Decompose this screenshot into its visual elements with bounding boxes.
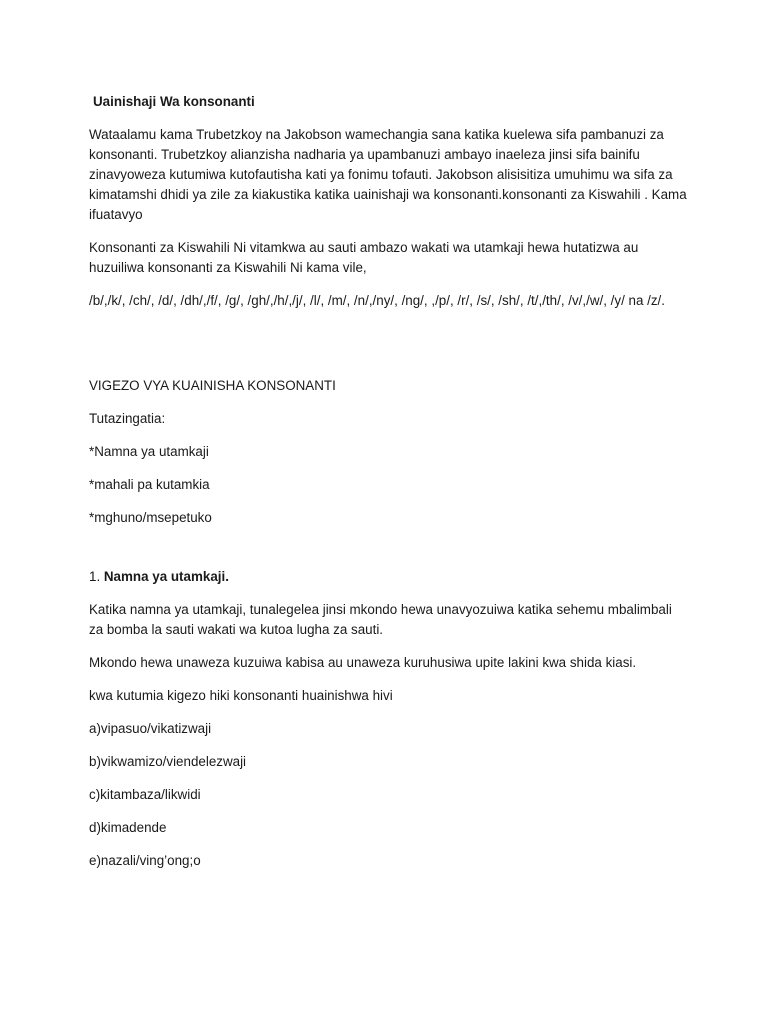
list-item: a)vipasuo/vikatizwaji	[89, 721, 212, 736]
section-paragraph: kwa kutumia kigezo hiki konsonanti huainishwa hivi	[89, 688, 393, 703]
section-heading	[89, 567, 689, 587]
blank-space	[89, 324, 689, 376]
list-item: b)vikwamizo/viendelezwaji	[89, 754, 247, 769]
section-paragraph: Katika namna ya utamkaji, tunalegelea jinsi mkondo hewa unavyozuiwa katika sehemu mbalimbali za bomba la sauti wakati wa kutoa lugha za sauti.	[89, 602, 672, 637]
list-item: d)kimadende	[89, 820, 167, 835]
criteria-heading: VIGEZO VYA KUAINISHA KONSONANTI	[89, 378, 336, 393]
list-item: c)kitambaza/likwidi	[89, 787, 201, 802]
section-paragraph: Mkondo hewa unaweza kuzuiwa kabisa au unaweza kuruhusiwa upite lakini kwa shida kiasi.	[89, 655, 637, 670]
document-page	[89, 92, 689, 884]
blank-space	[89, 541, 689, 567]
definition-paragraph: Konsonanti za Kiswahili Ni vitamkwa au sauti ambazo wakati wa utamkaji hewa hutatizwa au huzuiliwa konsonanti za Kiswahili Ni kama vile,	[89, 240, 639, 275]
document-title: Uainishaji Wa konsonanti	[93, 94, 255, 109]
list-item: e)nazali/ving’ong;o	[89, 853, 201, 868]
criteria-item: *Namna ya utamkaji	[89, 444, 209, 459]
section-number: 1.	[89, 569, 104, 584]
criteria-intro: Tutazingatia:	[89, 411, 166, 426]
intro-paragraph: Wataalamu kama Trubetzkoy na Jakobson wamechangia sana katika kuelewa sifa pambanuzi za konsonanti. Trubetzkoy alianzisha nadharia ya upambanuzi ambayo inaeleza jinsi sifa bainifu zinavyoweza kutumiwa kutofautisha kati ya fonimu tofauti. Jakobson alisisitiza umuhimu wa sifa za kimatamshi dhidi ya zile za kiakustika katika uainishaji wa konsonanti.konsonanti za Kiswahili . Kama ifuatavyo	[89, 127, 687, 222]
criteria-item: *mghuno/msepetuko	[89, 510, 212, 525]
section-title: Namna ya utamkaji.	[103, 569, 229, 584]
criteria-item: *mahali pa kutamkia	[89, 477, 210, 492]
phoneme-list: /b/,/k/, /ch/, /d/, /dh/,/f/, /g/, /gh/,/h/,/j/, /l/, /m/, /n/,/ny/, /ng/, ,/p/, /r/, /s/, /sh/, /t/,/th/, /v/,/w/, /y/ na /z/.	[89, 293, 666, 308]
